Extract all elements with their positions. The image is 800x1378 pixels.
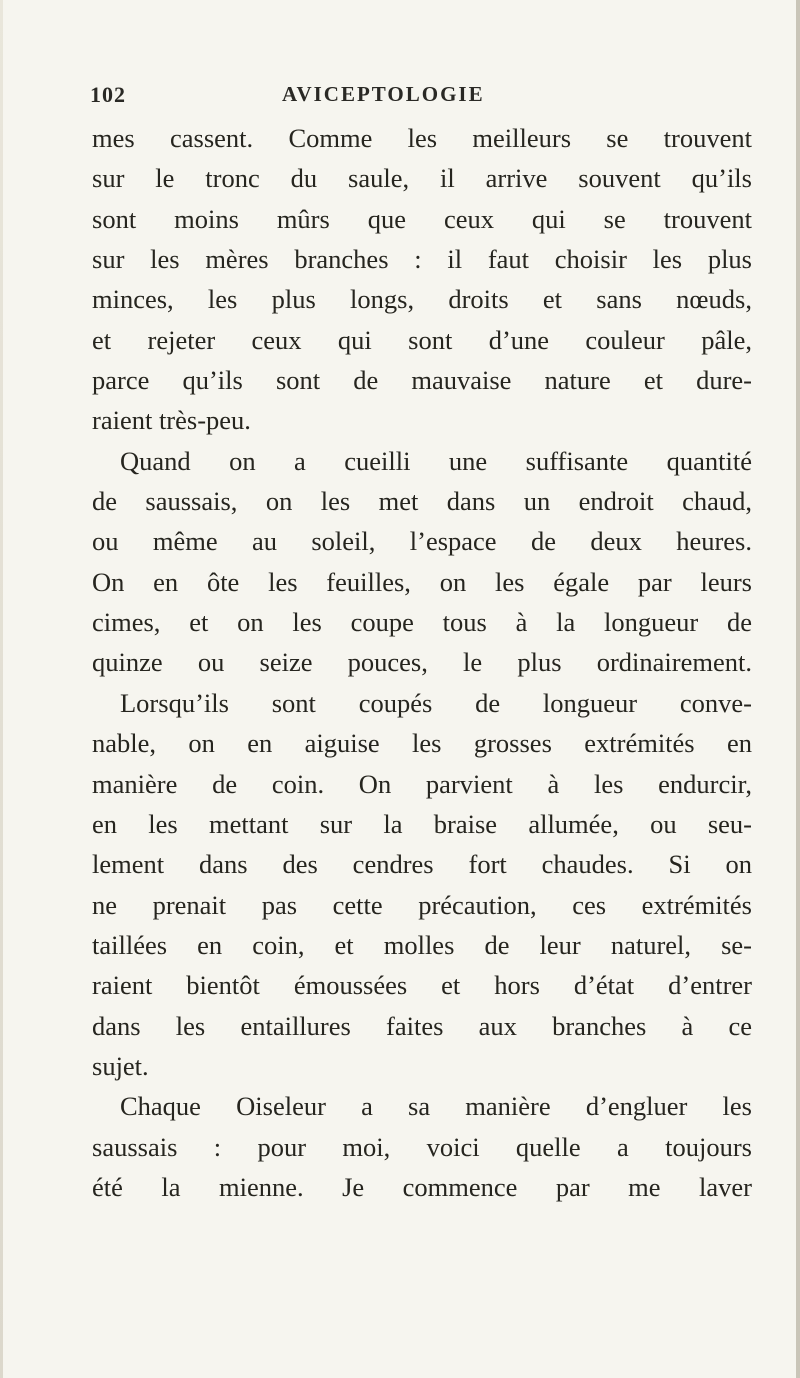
- running-head: [90, 82, 740, 112]
- text-line: sur le tronc du saule, il arrive souvent qu’ils: [92, 163, 752, 194]
- text-line: sont moins mûrs que ceux qui se trouvent: [92, 203, 752, 234]
- text-line: raient très-peu.: [92, 405, 251, 436]
- text-line: manière de coin. On parvient à les endurcir,: [92, 768, 752, 799]
- text-line: parce qu’ils sont de mauvaise nature et dure-: [92, 365, 752, 396]
- text-line: On en ôte les feuilles, on les égale par leurs: [92, 566, 752, 597]
- text-line: sur les mères branches : il faut choisir les plus: [92, 244, 752, 275]
- text-line: quinze ou seize pouces, le plus ordinairement.: [92, 647, 752, 678]
- text-line: lement dans des cendres fort chaudes. Si on: [92, 849, 752, 880]
- text-line: et rejeter ceux qui sont d’une couleur pâle,: [92, 324, 752, 355]
- text-line: nable, on en aiguise les grosses extrémités en: [92, 728, 752, 759]
- text-line: dans les entaillures faites aux branches à ce: [92, 1010, 752, 1041]
- text-line: Quand on a cueilli une suffisante quantité: [120, 445, 752, 476]
- text-line: Lorsqu’ils sont coupés de longueur conve-: [120, 687, 752, 718]
- body-text: [92, 118, 752, 1207]
- text-line: ne prenait pas cette précaution, ces extrémités: [92, 889, 752, 920]
- text-line: saussais : pour moi, voici quelle a toujours: [92, 1131, 752, 1162]
- text-line: été la mienne. Je commence par me laver: [92, 1171, 752, 1202]
- text-line: minces, les plus longs, droits et sans nœuds,: [92, 284, 752, 315]
- page-number: 102: [90, 82, 126, 107]
- text-line: en les mettant sur la braise allumée, ou seu-: [92, 808, 752, 839]
- text-line: cimes, et on les coupe tous à la longueur de: [92, 607, 752, 638]
- text-line: Chaque Oiseleur a sa manière d’engluer les: [120, 1091, 752, 1122]
- text-line: sujet.: [92, 1050, 149, 1081]
- text-line: raient bientôt émoussées et hors d’état d’entrer: [92, 970, 752, 1001]
- page-edge: [0, 0, 3, 1378]
- running-title: AVICEPTOLOGIE: [282, 82, 485, 106]
- text-line: mes cassent. Comme les meilleurs se trouvent: [92, 123, 752, 153]
- text-line: ou même au soleil, l’espace de deux heures.: [92, 526, 752, 557]
- text-line: taillées en coin, et molles de leur naturel, se-: [92, 929, 752, 960]
- text-line: de saussais, on les met dans un endroit chaud,: [92, 486, 752, 517]
